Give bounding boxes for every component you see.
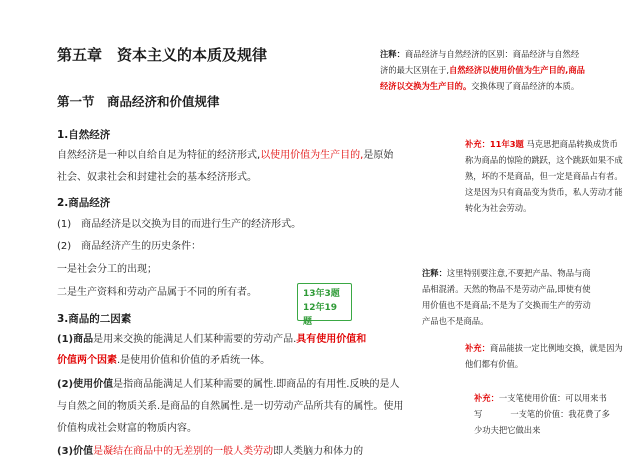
note-line: 少功夫把它做出来 <box>474 425 541 435</box>
paragraph-use-value-line3: 价值构成社会财富的物质内容。 <box>57 423 197 434</box>
highlight-red: 是凝结在商品中的无差别的一般人类劳动 <box>93 446 274 457</box>
text-segment: 是指商品能满足人们某种需要的属性.即商品的有用性.反映的是人 <box>113 379 400 390</box>
note-text: 交换体现了商品经济的本质。 <box>471 81 580 91</box>
year-reference: 11年3题 <box>489 139 524 149</box>
highlight-red: 具有使用价值和 <box>296 334 367 345</box>
paragraph-use-value-line1 <box>57 374 399 396</box>
note-line <box>474 390 634 406</box>
note-text: 这里特别要注意,不要把产品、物品与商品相混淆。天然的物品不是劳动产品,即使有使用价值也不是商品;不是为了交换而生产的劳动产品也不是商品。 <box>422 268 591 326</box>
note-line <box>474 406 634 422</box>
chapter-title: 第五章 资本主义的本质及规律 <box>57 46 268 64</box>
note-text: 写 <box>474 409 483 419</box>
paragraph-natural-economy-line1 <box>57 145 393 167</box>
note-text: 一支笔使用价值：可以用来书 <box>498 393 607 403</box>
highlight-red: 价值两个因素 <box>57 355 117 366</box>
note-label: 补充： <box>474 393 499 403</box>
heading-commodity-economy: 2.商品经济 <box>57 197 111 209</box>
note-label: 补充： <box>465 343 490 353</box>
note-text: 商品经济与自然经济的区别：商品经济与自然经济的最大区别在于, <box>380 49 580 75</box>
note-pen-example <box>474 390 634 438</box>
note-label: 注释： <box>380 49 405 59</box>
text-segment: 是原始 <box>363 150 394 161</box>
list-item: (2) 商品经济产生的历史条件： <box>57 241 202 252</box>
note-text: 商品能拔一定比例地交换，就是因为他们都有价值。 <box>465 343 623 369</box>
year-reference-box: 13年3题12年19题 <box>297 283 352 321</box>
note-product-vs-commodity <box>422 265 597 329</box>
section-title: 第一节 商品经济和价值规律 <box>57 94 220 109</box>
list-item: 一是社会分工的出现； <box>57 264 157 275</box>
note-label: 补充： <box>465 139 490 149</box>
text-segment: 是用来交换的能满足人们某种需要的劳动产品. <box>93 334 297 345</box>
note-natural-vs-commodity <box>380 46 585 94</box>
paragraph-value-line1 <box>57 441 363 463</box>
text-segment: 自然经济是一种以自给自足为特征的经济形式, <box>57 150 261 161</box>
heading-two-factors: 3.商品的二因素 <box>57 313 132 325</box>
note-label: 注释： <box>422 268 447 278</box>
term-commodity: (1)商品 <box>57 334 94 345</box>
note-text: 马克思把商品转换成货币称为商品的惊险的跳跃，这个跳跃如果不成熟，坏的不是商品，但一定是商品占有者。这是因为只有商品变为货币，私人劳动才能转化为社会劳动。 <box>465 139 623 213</box>
paragraph-commodity-definition <box>57 329 427 371</box>
heading-natural-economy: 1.自然经济 <box>57 129 111 141</box>
highlight-red: 自然经济以使用价值为生产目的,商品经济以交换为生产目的。 <box>380 65 585 91</box>
note-text: 一支笔的价值：我花费了多 <box>510 409 610 419</box>
list-item: (1) 商品经济是以交换为目的而进行生产的经济形式。 <box>57 219 302 230</box>
term-value: (3)价值 <box>57 446 94 457</box>
term-use-value: (2)使用价值 <box>57 379 114 390</box>
list-item: 二是生产资料和劳动产品属于不同的所有者。 <box>57 287 257 298</box>
note-perilous-leap <box>465 136 625 216</box>
text-segment: 即人类脑力和体力的 <box>273 446 364 457</box>
paragraph-use-value-line2: 与自然之间的物质关系.是商品的自然属性.是一切劳动产品所共有的属性。使用 <box>57 401 404 412</box>
text-segment: .是使用价值和价值的矛盾统一体。 <box>117 355 271 366</box>
note-exchange-value <box>465 340 630 372</box>
highlight-red: 以使用价值为生产目的, <box>260 150 364 161</box>
paragraph-natural-economy-line2: 社会、奴隶社会和封建社会的基本经济形式。 <box>57 172 257 183</box>
